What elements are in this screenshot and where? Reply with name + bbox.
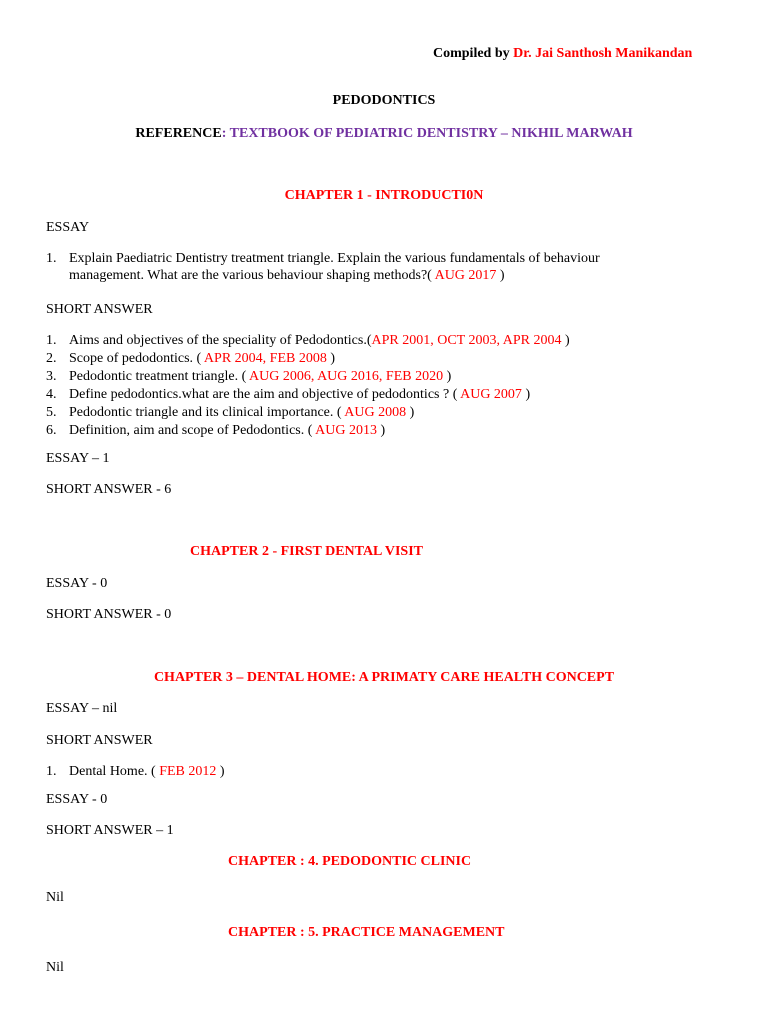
compiled-by-prefix: Compiled by	[433, 46, 514, 61]
chapter-3-heading: CHAPTER 3 – DENTAL HOME: A PRIMATY CARE HEALTH CONCEPT	[153, 670, 615, 685]
chapter-4-body: Nil	[46, 890, 64, 905]
list-item: 1. Aims and objectives of the speciality of Pedodontics.(APR 2001, OCT 2003, APR 2004 )	[46, 333, 570, 348]
chapter-3-essay-count: ESSAY - 0	[46, 792, 108, 807]
chapter-3-short-label: SHORT ANSWER	[46, 733, 153, 748]
chapter-1-short-count: SHORT ANSWER - 6	[46, 482, 172, 497]
chapter-2-short-count: SHORT ANSWER - 0	[46, 607, 172, 622]
chapter-4-heading: CHAPTER : 4. PEDODONTIC CLINIC	[228, 854, 472, 869]
reference-text: TEXTBOOK OF PEDIATRIC DENTISTRY – NIKHIL MARWAH	[229, 126, 633, 141]
exam-date: AUG 2008	[344, 405, 407, 420]
list-item: 4. Define pedodontics.what are the aim and objective of pedodontics ? ( AUG 2007 )	[46, 387, 531, 402]
exam-date: AUG 2007	[460, 387, 522, 402]
chapter-1-essay-item-continued: management. What are the various behaviour shaping methods?( AUG 2017 )	[69, 268, 505, 283]
exam-date: FEB 2012	[159, 764, 217, 779]
chapter-1-essay-count: ESSAY – 1	[46, 451, 110, 466]
exam-date: APR 2004, FEB 2008	[203, 351, 327, 366]
list-item: 3. Pedodontic treatment triangle. ( AUG 2006, AUG 2016, FEB 2020 )	[46, 369, 452, 384]
chapter-3-essay-label: ESSAY – nil	[46, 701, 118, 716]
chapter-1-short-label: SHORT ANSWER	[46, 302, 153, 317]
chapter-3-short-count: SHORT ANSWER – 1	[46, 823, 174, 838]
reference-line	[0, 125, 768, 142]
exam-date: AUG 2017	[434, 268, 497, 283]
list-item: 5. Pedodontic triangle and its clinical importance. ( AUG 2008 )	[46, 405, 415, 420]
chapter-2-heading: CHAPTER 2 - FIRST DENTAL VISIT	[190, 544, 424, 559]
chapter-1-heading: CHAPTER 1 - INTRODUCTI0N	[284, 188, 484, 203]
list-item: 2. Scope of pedodontics. ( APR 2004, FEB 2008 )	[46, 351, 336, 366]
exam-date: AUG 2013	[315, 423, 377, 438]
page-title: PEDODONTICS	[332, 93, 436, 108]
chapter-2-essay-count: ESSAY - 0	[46, 576, 108, 591]
reference-separator: :	[221, 126, 230, 141]
exam-date: APR 2001, OCT 2003, APR 2004	[371, 333, 565, 348]
chapter-5-body: Nil	[46, 960, 64, 975]
chapter-5-heading: CHAPTER : 5. PRACTICE MANAGEMENT	[228, 925, 505, 940]
list-item: 6. Definition, aim and scope of Pedodontics. ( AUG 2013 )	[46, 423, 386, 438]
compiled-by-line	[433, 45, 692, 62]
list-item: 1. Dental Home. ( FEB 2012 )	[46, 764, 225, 779]
reference-label: REFERENCE	[135, 126, 222, 141]
chapter-1-essay-item: 1. Explain Paediatric Dentistry treatment triangle. Explain the various fundamentals of behaviour	[46, 251, 600, 266]
exam-date: AUG 2006, AUG 2016, FEB 2020	[249, 369, 444, 384]
chapter-1-essay-label: ESSAY	[46, 220, 90, 235]
compiler-name: Dr. Jai Santhosh Manikandan	[513, 46, 693, 61]
